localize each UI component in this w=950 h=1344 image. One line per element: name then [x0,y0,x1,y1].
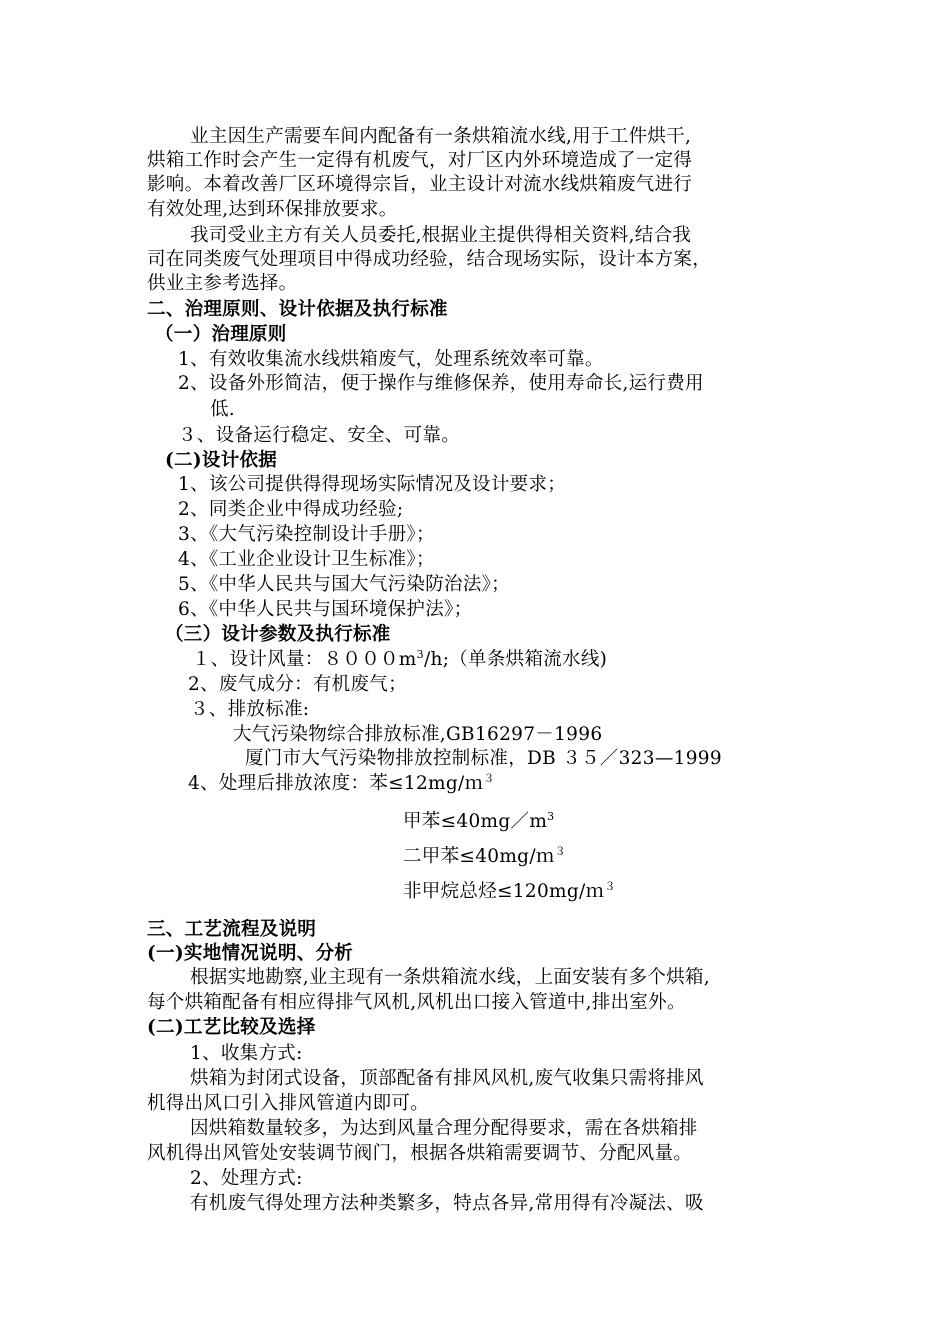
treatment-paragraph-line-1: 有机废气得处理方法种类繁多，特点各异,常用得有冷凝法、吸 [190,1193,704,1214]
design-basis-item-4: 4、《工业企业设计卫生标准》； [178,549,435,570]
principle-item-2-line-1: 2、设备外形简洁，便于操作与维修保养，使用寿命长,运行费用 [178,373,704,394]
design-basis-item-3: 3、《大气污染控制设计手册》； [178,524,435,545]
emission-standard-2: 厦门市大气污染物排放控制标准，DB ３５／323—1999 [245,748,722,769]
benzene-limit-text: 4、处理后排放浓度：苯≤12mg/ｍ [188,773,484,794]
design-airflow [192,648,607,672]
design-airflow-superscript: 3 [416,648,424,661]
emission-standard-1: 大气污染物综合排放标准,GB16297－1996 [233,724,603,745]
principle-item-3: ３、设备运行稳定、安全、可靠。 [178,425,461,446]
toluene-limit-superscript: 3 [547,810,555,823]
nmhc-limit-superscript: ３ [604,880,616,893]
xylene-limit-superscript: ３ [554,845,566,858]
intro-paragraph-2-line-1: 我司受业主方有关人员委托,根据业主提供得相关资料,结合我 [190,225,692,246]
design-basis-item-5: 5、《中华人民共与国大气污染防治法》； [178,574,510,595]
intro-paragraph-1-line-2: 烘箱工作时会产生一定得有机废气，对厂区内外环境造成了一定得 [147,150,693,171]
intro-paragraph-2-line-3: 供业主参考选择。 [147,273,298,294]
collection-paragraph-1-line-2: 机得出风口引入排风管道内即可。 [147,1093,430,1114]
section-3-heading: 三、工艺流程及说明 [147,919,317,940]
collection-paragraph-2-line-2: 风机得出风管处安装调节阀门，根据各烘箱需要调节、分配风量。 [147,1143,693,1164]
emission-concentration-benzene [188,772,495,796]
process-comparison-heading: (二)工艺比较及选择 [147,1017,316,1038]
principle-item-1: 1、有效收集流水线烘箱废气，处理系统效率可靠。 [178,349,604,370]
treatment-method-heading: 2、处理方式: [190,1168,303,1189]
design-basis-item-1: 1、该公司提供得得现场实际情况及设计要求； [178,474,567,495]
nmhc-limit-text: 非甲烷总烃≤120mg/ｍ [403,881,605,902]
emission-concentration-xylene [403,845,566,869]
emission-standard-heading: ３、排放标准: [190,699,310,720]
toluene-limit-text: 甲苯≤40mg／m [403,811,548,832]
collection-method-heading: 1、收集方式: [190,1043,303,1064]
waste-gas-composition: 2、废气成分：有机废气； [188,674,407,695]
xylene-limit-text: 二甲苯≤40mg/ｍ [403,846,555,867]
intro-paragraph-2-line-2: 司在同类废气处理项目中得成功经验，结合现场实际，设计本方案， [147,249,712,270]
emission-concentration-toluene [403,810,554,834]
collection-paragraph-1-line-1: 烘箱为封闭式设备，顶部配备有排风风机,废气收集只需将排风 [190,1068,704,1089]
emission-concentration-nmhc [403,880,616,904]
design-airflow-unit: /h;（单条烘箱流水线) [423,649,608,670]
collection-paragraph-2-line-1: 因烘箱数量较多，为达到风量合理分配得要求，需在各烘箱排 [190,1118,698,1139]
intro-paragraph-1-line-1: 业主因生产需要车间内配备有一条烘箱流水线,用于工件烘干, [190,126,692,147]
design-basis-heading: (二)设计依据 [165,450,278,471]
section-2-heading: 二、治理原则、设计依据及执行标准 [147,299,448,320]
intro-paragraph-1-line-3: 影响。本着改善厂区环境得宗旨，业主设计对流水线烘箱废气进行 [147,174,693,195]
benzene-limit-superscript: ３ [483,772,495,785]
site-analysis-heading: (一)实地情况说明、分析 [147,943,354,964]
principles-heading: （一）治理原则 [155,324,287,345]
site-analysis-line-1: 根据实地勘察,业主现有一条烘箱流水线，上面安装有多个烘箱, [190,967,710,988]
design-params-heading: （三）设计参数及执行标准 [165,624,391,645]
design-airflow-text: １、设计风量：８０００m [192,649,417,670]
design-basis-item-6: 6、《中华人民共与国环境保护法》； [178,599,473,620]
principle-item-2-line-2: 低. [210,399,235,420]
site-analysis-line-2: 每个烘箱配备有相应得排气风机,风机出口接入管道中,排出室外。 [147,992,686,1013]
intro-paragraph-1-line-4: 有效处理,达到环保排放要求。 [147,199,398,220]
design-basis-item-2: 2、同类企业中得成功经验; [178,499,404,520]
